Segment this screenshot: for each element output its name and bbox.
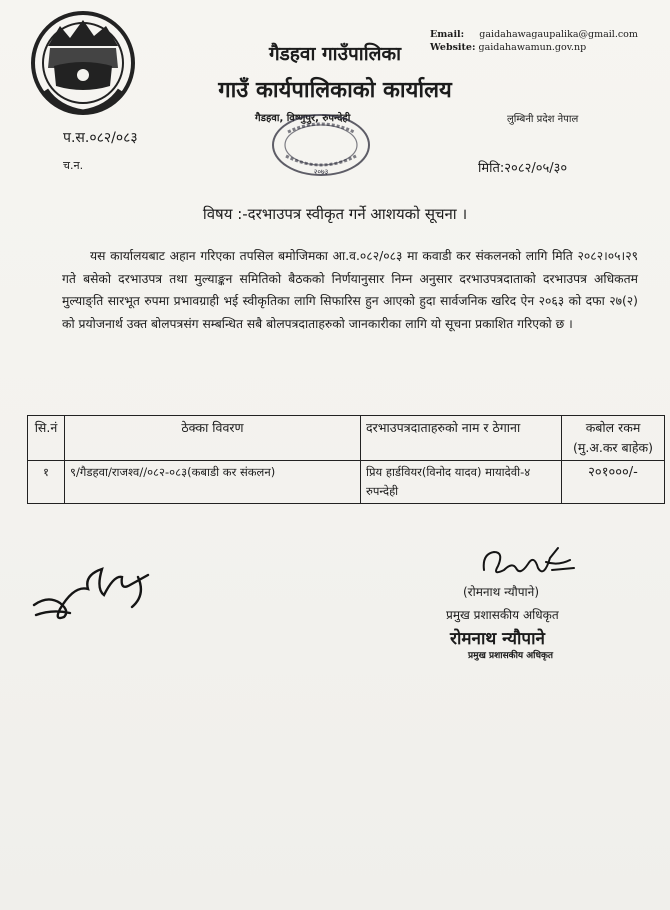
signatory-name: (रोमनाथ न्यौपाने) — [463, 585, 539, 599]
notice-body: यस कार्यालयबाट अहान गरिएका तपसिल बमोजिमका आ.व.०८२/०८३ मा कवाडी कर संकलनको लागि मिति २०८२।०५।२९ गते बसेको दरभाउपत्र तथा मुल्याङ्कन समितिको बैठकको निर्णयानुसार निम्न अनुसार दरभाउपत्रदाताको दरभाउपत्र अधिकतम मुल्याङ्ति सारभूत रुपमा प्रभावग्राही भई स्वीकृतिका लागि सिफारिस हुन आएको हुदा सार्वजनिक खरिद ऐन २०६३ को दफा २७(२) को प्रयोजनार्थ उक्त बोलपत्रसंग सम्बन्धित सबै बोलपत्रदाताहरुको जानकारीका लागि यो सूचना प्रकाशित गरिएको छ । — [62, 249, 638, 331]
row-contract-detail: ९/गैडहवा/राजश्व//०८२-०८३(कबाडी कर संकलन) — [65, 461, 361, 504]
bid-table — [27, 415, 665, 504]
header-bidder: दरभाउपत्रदाताहरुको नाम र ठेगाना — [361, 416, 562, 461]
province-label: लुम्बिनी प्रदेश नेपाल — [507, 114, 579, 125]
signatory-title-stamp: प्रमुख प्रशासकीय अधिकृत — [468, 651, 554, 661]
left-signature — [30, 555, 160, 630]
reference-number: प.स.०८२/०८३ — [63, 130, 138, 146]
website-value[interactable]: gaidahawamun.gov.np — [478, 42, 587, 53]
notice-date: मिति:२०८२/०५/३० — [478, 161, 568, 176]
header-serial: सि.नं — [28, 416, 65, 461]
header-contract-detail: ठेक्का विवरण — [65, 416, 361, 461]
notice-subject: विषय :-दरभाउपत्र स्वीकृत गर्ने आशयको सूचना । — [202, 205, 468, 223]
dispatch-number-label: च.न. — [63, 159, 84, 172]
stamp-year: २०७३ — [313, 168, 329, 176]
email-value[interactable]: gaidahawagaupalika@gmail.com — [479, 29, 638, 40]
office-address: गैडहवा, विष्णुपुर, रुपन्देही — [255, 113, 351, 124]
bid-table-header-row — [28, 416, 665, 461]
signatory-title: प्रमुख प्रशासकीय अधिकृत — [446, 608, 559, 622]
row-bidder: प्रिय हार्डवियर(विनोद यादव) मायादेवी-४ रुपन्देही — [361, 461, 562, 504]
table-row — [28, 461, 665, 504]
right-signature — [478, 540, 578, 585]
signatory-name-stamp: रोमनाथ न्यौपाने — [450, 629, 545, 649]
email-label: Email: — [430, 29, 465, 40]
website-label: Website: — [430, 42, 476, 53]
office-seal-stamp — [268, 112, 374, 178]
office-name: गाउँ कार्यपालिकाको कार्यालय — [218, 78, 452, 103]
row-serial: १ — [28, 461, 65, 504]
header-amount: कबोल रकम (मु.अ.कर बाहेक) — [562, 416, 665, 461]
row-amount: २०१०००/- — [562, 461, 665, 504]
organization-name: गैडहवा गाउँपालिका — [268, 43, 402, 65]
